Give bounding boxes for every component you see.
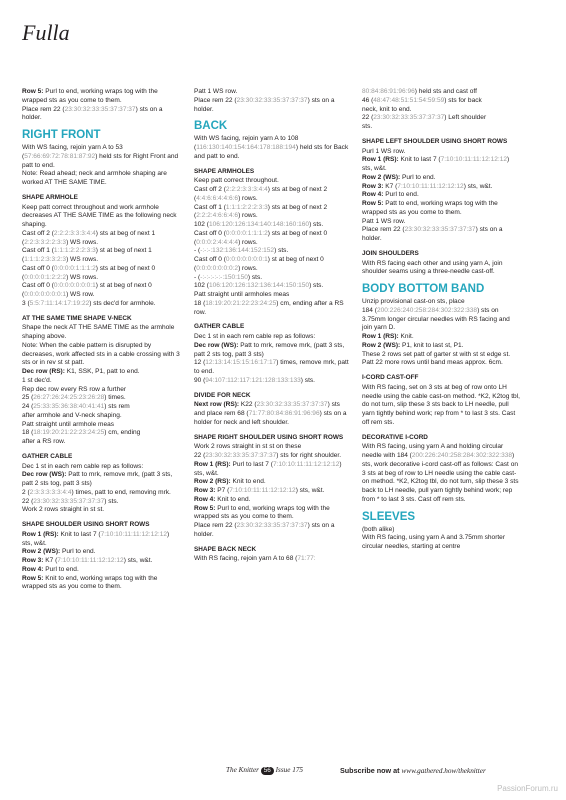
instruction: Row 5: Knit to end, working wraps tog with the wrapped sts as you come to them.: [22, 574, 158, 591]
instruction: Purl 1 WS row.: [362, 147, 406, 155]
instruction: Row 5: Patt to end, working wraps tog with the wrapped sts as you come to them.: [362, 200, 498, 216]
instruction: Row 1 (RS): Purl to last 7 (7:10:10:11:11:12:12:12) sts, w&t.: [194, 460, 342, 477]
instruction: 2 (2:3:3:3:3:3:4:4) times, patt to end, removing mrk.: [22, 488, 171, 496]
instruction: With RS facing each other and using yarn A, join shoulder seams using a three-needle cast-off.: [362, 259, 503, 276]
instruction: Row 2 (WS): P1, knit to last st, P1.: [362, 341, 464, 349]
instruction: With RS facing, rejoin yarn A to 68 (71:77:: [194, 555, 316, 563]
subscribe-link[interactable]: www.gathered.how/theknitter: [401, 767, 486, 775]
instruction: Shape the neck AT THE SAME TIME as the armhole shaping above.: [22, 324, 175, 340]
instruction: neck, knit to end.: [362, 105, 412, 113]
note: Note: When the cable pattern is disrupted by decreases, work affected sts in a cable crossing with 3 sts or in rev st st patt.: [22, 341, 180, 367]
instruction: after armhole and V-neck shaping.: [22, 411, 122, 419]
instruction: 18 (18:19:20:21:22:23:24:25) cm, ending after a RS row.: [194, 299, 344, 316]
instruction: Place rem 22 (23:30:32:33:35:37:37:37) sts on a holder.: [194, 522, 335, 538]
subheading: DECORATIVE I-CORD: [362, 433, 428, 441]
instruction: Patt 1 WS row.: [362, 217, 406, 225]
instruction: With RS facing, set on 3 sts at beg of row onto LH needle using the cable cast-on method. *K2, K2tog tbl, do not turn, slip these 3 sts back to LH needle, pull yarn tightly behind work; rep from * to last 3 sts. Cast off rem sts.: [362, 383, 520, 426]
instruction: Row 1 (RS): Knit.: [362, 333, 414, 340]
instruction: With WS facing, rejoin yarn A to 53 (57:66:69:72:78:81:87:92) held sts for Right Front and patt to end.: [22, 144, 179, 169]
instruction: Keep patt correct throughout.: [194, 177, 279, 185]
instruction: Work 2 rows straight in st st.: [22, 506, 105, 514]
instruction: 102 (106:120:126:134:140:148:160:160) sts.: [194, 221, 324, 228]
instruction: With RS facing, using yarn A and 3.75mm shorter circular needles, starting at centre: [362, 534, 506, 550]
instruction: Dec 1 st in each rem cable rep as follows:: [22, 462, 144, 470]
instruction: 3 (5:5:7:11:14:17:19:22) sts dec'd for armhole.: [22, 299, 156, 307]
subheading: SHAPE ARMHOLE: [22, 193, 78, 201]
instruction: - (-:-:-:132:136:144:152:152) sts.: [194, 247, 289, 255]
instruction: 184 (200:226:240:258:284:302:322:338) sts on 3.75mm longer circular needles with RS facing and join yarn D.: [362, 306, 510, 332]
instruction: Cast off 0 (0:0:0:0:1:1:1:2) sts at beg of next 0 (0:0:0:0:1:2:2:2) WS rows.: [22, 264, 156, 281]
subheading: I-CORD CAST-OFF: [362, 374, 419, 381]
instruction: Row 4: Knit to end.: [194, 495, 251, 503]
instruction: 12 (12:13:14:15:15:16:17:17) times, remove mrk, patt to end.: [194, 359, 349, 375]
instruction: Place rem 22 (23:30:32:33:35:37:37:37) sts on a holder.: [362, 226, 503, 242]
instruction: - (-:-:-:-:-:-:150:150) sts.: [194, 273, 263, 281]
subheading: AT THE SAME TIME SHAPE V-NECK: [22, 314, 132, 322]
instruction: Patt 1 WS row.: [194, 88, 238, 95]
instruction: These 2 rows set patt of garter st with st st edge st.: [362, 350, 511, 358]
instruction: Dec row (WS): Patt to mrk, remove mrk, (patt 3 sts, patt 2 sts tog, patt 3 sts): [194, 341, 345, 358]
instruction: Row 5: Purl to end, working wraps tog with the wrapped sts as you come to them. Place rem 22 (23:30:32:33:35:37:37:37) sts on a holder.: [22, 88, 163, 122]
page-number: 56: [261, 767, 274, 775]
instruction: 1 st dec'd.: [22, 376, 52, 384]
instruction: 22 (23:30:32:33:35:37:37:37) sts for right shoulder.: [194, 452, 342, 459]
instruction: Cast off 2 (2:2:2:3:3:3:4:4) sts at beg of next 2 (4:4:6:6:4:4:6:6) rows.: [194, 186, 328, 202]
instruction: Row 3: P7 (7:10:10:11:11:12:12:12) sts, w&t.: [194, 487, 325, 494]
instruction: 90 (94:107:112:117:121:128:133:133) sts.: [194, 376, 315, 384]
page-title: Fulla: [22, 20, 70, 45]
section-heading: SLEEVES: [362, 510, 416, 523]
footer-subscribe: [340, 766, 486, 775]
instruction: Row 3: K7 (7:10:10:11:11:12:12:12) sts, w&t.: [362, 182, 493, 190]
column-2: [194, 88, 352, 564]
instruction: Row 2 (WS): Purl to end.: [22, 548, 96, 556]
instruction: Cast off 0 (0:0:0:0:0:0:0:1) st at beg of next 0 (0:0:0:0:0:0:0:2) rows.: [194, 256, 324, 272]
subheading: SHAPE SHOULDER USING SHORT ROWS: [22, 521, 150, 528]
column-3: [362, 88, 520, 552]
subheading: GATHER CABLE: [194, 323, 245, 331]
instruction: With WS facing, rejoin yarn A to 108 (116:130:140:154:164:178:188:194) held sts for Back and patt to end.: [194, 135, 349, 160]
instruction: 22 (23:30:32:33:35:37:37:37) Left shoulder: [362, 114, 487, 122]
instruction: (both alike): [362, 525, 395, 533]
instruction: Place rem 22 (23:30:32:33:35:37:37:37) sts on a holder.: [194, 96, 335, 113]
instruction: 24 (25:33:35:36:38:40:41:41) sts rem: [22, 403, 130, 410]
issue-number: Issue 175: [275, 766, 304, 774]
instruction: Rep dec row every RS row a further: [22, 385, 127, 393]
instruction: 25 (26:27:26:24:25:23:26:28) times.: [22, 394, 126, 402]
note: Note: Read ahead; neck and armhole shaping are worked AT THE SAME TIME.: [22, 170, 167, 186]
instruction: 80:84:86:91:96:96) held sts and cast off: [362, 88, 477, 95]
instruction: Cast off 1 (1:1:1:2:2:2:3:3) sts at beg of next 2 (2:2:2:4:6:6:4:6) rows.: [194, 203, 328, 220]
instruction: Dec row (WS): Patt to mrk, remove mrk, (patt 3 sts, patt 2 sts tog, patt 3 sts): [22, 471, 173, 487]
instruction: Keep patt correct throughout and work armhole decreases AT THE SAME TIME as the following neck shaping.: [22, 203, 177, 228]
section-heading: BODY BOTTOM BAND: [362, 283, 485, 295]
subheading: DIVIDE FOR NECK: [194, 391, 251, 399]
instruction: Row 3: K7 (7:10:10:11:11:12:12:12) sts, w&t.: [22, 557, 153, 564]
section-heading: BACK: [194, 120, 228, 133]
instruction: Row 1 (RS): Knit to last 7 (7:10:10:11:11:12:12:12) sts, w&t.: [362, 156, 510, 172]
footer-magazine: [226, 766, 303, 775]
instruction: 18 (18:19:20:21:22:23:24:25) cm, ending: [22, 429, 141, 437]
instruction: Dec 1 st in each rem cable rep as follows:: [194, 333, 316, 340]
instruction: 46 (48:47:48:51:51:54:59:59) sts for back: [362, 96, 482, 104]
instruction: Row 2 (RS): Knit to end.: [194, 478, 266, 486]
instruction: Next row (RS): K22 (23:30:32:33:35:37:37:37) sts and place rem 68 (71:77:80:84:86:91:96:96) sts on a holder for neck and left shoulder.: [194, 401, 347, 426]
watermark: PassionForum.ru: [497, 784, 558, 793]
column-1: [22, 88, 180, 592]
subheading: GATHER CABLE: [22, 452, 73, 460]
instruction: sts.: [362, 123, 373, 130]
instruction: Unzip provisional cast-on sts, place: [362, 298, 465, 305]
instruction: Cast off 2 (2:2:2:3:3:3:4:4) sts at beg of next 1 (2:2:3:3:2:2:3:3) WS rows.: [22, 229, 156, 246]
instruction: Cast off 1 (1:1:1:2:2:2:3:3) st at beg of next 1 (1:1:1:2:3:3:2:3) WS rows.: [22, 247, 152, 263]
instruction: Row 2 (WS): Purl to end.: [362, 173, 436, 181]
subheading: SHAPE BACK NECK: [194, 545, 257, 553]
magazine-name: The Knitter: [226, 766, 259, 774]
instruction: Dec row (RS): K1, SSK, P1, patt to end.: [22, 368, 140, 375]
instruction: Row 5: Purl to end, working wraps tog with the wrapped sts as you come to them.: [194, 504, 330, 521]
subheading: JOIN SHOULDERS: [362, 249, 419, 257]
instruction: after a RS row.: [22, 438, 66, 445]
instruction: Cast off 0 (0:0:0:0:0:0:0:1) st at beg of next 0 (0:0:0:0:0:0:0:1) WS row.: [22, 282, 152, 298]
instruction: 22 (23:30:32:33:35:37:37:37) sts.: [22, 497, 119, 505]
subheading: SHAPE LEFT SHOULDER USING SHORT ROWS: [362, 137, 508, 145]
instruction: Row 4: Purl to end.: [362, 191, 419, 199]
subheading: SHAPE RIGHT SHOULDER USING SHORT ROWS: [194, 433, 344, 441]
pattern-columns: [22, 88, 544, 752]
instruction: Patt 22 more rows until band meas approx. 6cm.: [362, 359, 503, 367]
instruction: Work 2 rows straight in st st on these: [194, 443, 302, 451]
instruction: Cast off 0 (0:0:0:0:1:1:1:2) sts at beg of next 0 (0:0:0:2:4:4:4:4) rows.: [194, 229, 328, 246]
section-heading: RIGHT FRONT: [22, 129, 101, 141]
instruction: 102 (106:120:126:132:136:144:150:150) sts.: [194, 282, 324, 290]
instruction: With RS facing, using yarn A and holding circular needle with 184 (200:226:240:258:284:302:322:338) sts, work decorative i-cord cast-off as follows: Cast on 3 sts at beg of row to LH needle using the cable cast-on method. *K2, K2tog tbl, do not turn, slip these 3 sts back to LH needle, pull yarn tightly behind work; rep from * to last 3 sts. Cast off rem sts.: [362, 443, 519, 503]
instruction: Patt straight until armholes meas: [194, 291, 290, 298]
subheading: SHAPE ARMHOLES: [194, 167, 255, 175]
instruction: Row 4: Purl to end.: [22, 565, 79, 573]
subscribe-text: Subscribe now at: [340, 766, 402, 775]
instruction: Row 1 (RS): Knit to last 7 (7:10:10:11:11:12:12:12) sts, w&t.: [22, 530, 170, 547]
instruction: Patt straight until armhole meas: [22, 420, 115, 428]
